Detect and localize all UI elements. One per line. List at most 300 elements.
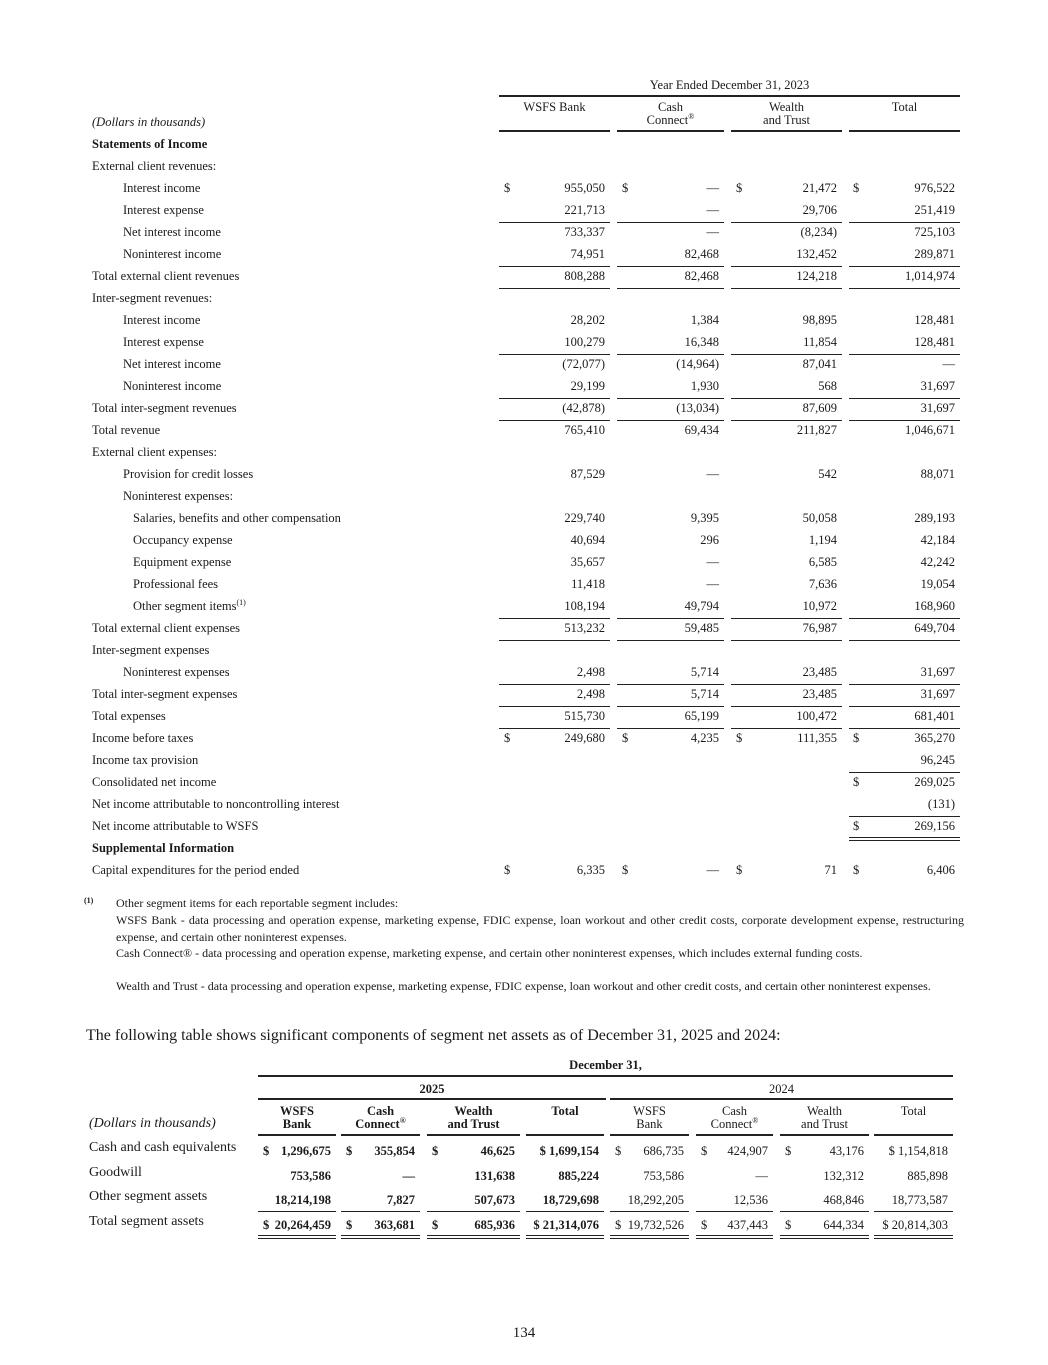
column-header-line2-wrap [874, 1105, 953, 1118]
value-cell: 100,279 [564, 335, 605, 349]
table-row [0, 1214, 1048, 1239]
value-cell: 211,827 [796, 423, 837, 437]
column-header-line2-wrap [258, 1118, 336, 1131]
column-header [696, 1105, 773, 1131]
value-cell: 87,041 [802, 357, 837, 371]
column-header-line1: Cash [658, 100, 683, 114]
table-row [0, 1140, 1048, 1165]
footnote-line-wealth-trust: Wealth and Trust - data processing and operation expense, marketing expense, FDIC expense, loan workout and other credit costs, and certain other noninterest expenses. [116, 979, 931, 993]
value-cell: 108,194 [564, 599, 605, 613]
year-2025-header: 2025 [419, 1082, 445, 1096]
value-cell: 4,235 [690, 731, 719, 745]
value-cell: 808,288 [564, 269, 605, 283]
date-header-rule [258, 1075, 953, 1077]
row-label [133, 533, 233, 548]
value-cell [643, 1144, 684, 1159]
value-cell: 31,697 [920, 687, 955, 701]
table-row [0, 1165, 1048, 1190]
underline-rule [696, 1211, 773, 1212]
value-cell [481, 1144, 515, 1159]
column-header-rule [780, 1134, 869, 1136]
currency-symbol: $ [888, 1144, 895, 1158]
row-label-text: External client expenses: [92, 445, 217, 459]
currency-symbol: $ [853, 181, 860, 195]
column-header [780, 1105, 869, 1131]
table-row [0, 423, 1048, 445]
column-header-rule [341, 1134, 420, 1136]
value-cell [889, 1144, 948, 1159]
double-underline-rule [341, 1235, 420, 1239]
column-header-line2: Connect [710, 1117, 753, 1131]
column-header-line2-wrap [731, 114, 842, 127]
underline-rule [849, 398, 960, 399]
value-cell: 289,193 [914, 511, 955, 525]
column-header-line2: and Trust [801, 1117, 848, 1131]
row-label [92, 753, 198, 768]
column-header-line1: Cash [366, 1104, 395, 1118]
underline-rule [617, 398, 724, 399]
row-label: Total segment assets [89, 1214, 204, 1229]
column-header-line2: and Trust [763, 113, 810, 127]
column-header-line1: Wealth [768, 100, 805, 114]
value-text: 18,292,205 [627, 1193, 684, 1207]
row-label-text: Interest income [123, 181, 201, 195]
underline-rule [617, 640, 724, 641]
year-2025-rule [258, 1098, 606, 1100]
value-cell: 513,232 [564, 621, 605, 635]
value-text: 12,536 [733, 1193, 768, 1207]
currency-symbol: $ [736, 181, 743, 195]
value-text: 1,296,675 [281, 1144, 331, 1158]
value-cell: 1,384 [690, 313, 719, 327]
footnote-line-intro: Other segment items for each reportable segment includes: [116, 896, 399, 910]
value-cell: 59,485 [684, 621, 719, 635]
value-cell: 249,680 [564, 731, 605, 745]
value-cell: 1,930 [690, 379, 719, 393]
value-text: 1,699,154 [549, 1144, 599, 1158]
table-row [0, 797, 1048, 819]
value-text: 644,334 [823, 1218, 864, 1232]
value-cell: 23,485 [802, 687, 837, 701]
underline-rule [610, 1211, 689, 1212]
footnote-marker: (1) [84, 896, 94, 905]
currency-symbol: $ [432, 1218, 439, 1232]
value-cell [628, 1218, 684, 1233]
value-text: 7,827 [386, 1193, 415, 1207]
underline-rule [617, 222, 724, 223]
column-header-rule [526, 1134, 604, 1136]
row-label [92, 423, 160, 438]
column-header [731, 101, 842, 127]
row-label [92, 863, 299, 878]
table-row [0, 577, 1048, 599]
column-header-rule [874, 1134, 953, 1136]
row-label-text: Consolidated net income [92, 775, 217, 789]
row-label-text: Inter-segment expenses [92, 643, 210, 657]
value-cell: 1,014,974 [905, 269, 955, 283]
underline-rule [617, 618, 724, 619]
underline-rule [849, 266, 960, 267]
value-cell: 71 [824, 863, 837, 877]
underline-rule [849, 684, 960, 685]
value-cell: 82,468 [684, 247, 719, 261]
table-row [0, 137, 1048, 159]
value-cell: 6,406 [926, 863, 955, 877]
column-header-line1: Wealth [454, 1104, 493, 1118]
currency-symbol: $ [346, 1144, 353, 1158]
column-header-line2: Total [900, 1104, 927, 1118]
currency-symbol: $ [736, 731, 743, 745]
currency-symbol: $ [622, 863, 629, 877]
value-cell: 765,410 [564, 423, 605, 437]
underline-rule [617, 354, 724, 355]
value-cell: 29,706 [802, 203, 837, 217]
value-cell: 29,199 [570, 379, 605, 393]
value-cell: 50,058 [802, 511, 837, 525]
registered-mark: ® [688, 111, 695, 121]
year-2024-header: 2024 [769, 1082, 794, 1096]
currency-symbol: $ [263, 1144, 270, 1158]
underline-rule [731, 728, 842, 729]
value-cell: 82,468 [684, 269, 719, 283]
column-header [526, 1105, 604, 1118]
column-header-rule [696, 1134, 773, 1136]
value-cell: — [706, 203, 719, 217]
underline-rule [499, 222, 610, 223]
row-label [92, 819, 258, 834]
table-row [0, 401, 1048, 423]
row-label [123, 357, 221, 372]
underline-rule [499, 420, 610, 421]
value-text: 20,814,303 [891, 1218, 948, 1232]
value-cell: 128,481 [914, 313, 955, 327]
value-cell [892, 1193, 948, 1208]
table-row [0, 225, 1048, 247]
value-cell: (72,077) [562, 357, 605, 371]
value-cell: 229,740 [564, 511, 605, 525]
underline-rule [874, 1211, 953, 1212]
value-text: 424,907 [727, 1144, 768, 1158]
table-row [0, 489, 1048, 511]
value-cell [374, 1144, 415, 1159]
value-cell [474, 1193, 515, 1208]
value-cell [387, 1193, 415, 1208]
table-row [0, 181, 1048, 203]
value-cell [474, 1169, 515, 1184]
column-header-line2: Bank [282, 1117, 312, 1131]
value-cell: 19,054 [920, 577, 955, 591]
value-cell: (14,964) [676, 357, 719, 371]
value-text: 685,936 [474, 1218, 515, 1232]
value-cell: 725,103 [914, 225, 955, 239]
double-underline-rule [427, 1235, 520, 1239]
row-label-text: Supplemental Information [92, 841, 235, 855]
column-header [427, 1105, 520, 1131]
value-text: 363,681 [374, 1218, 415, 1232]
table-row [0, 775, 1048, 797]
column-header [258, 1105, 336, 1131]
value-cell [275, 1218, 331, 1233]
row-label [123, 379, 221, 394]
value-cell [474, 1218, 515, 1233]
row-label [92, 621, 240, 636]
underline-rule [731, 618, 842, 619]
row-label-text: Net income attributable to WSFS [92, 819, 259, 833]
value-cell: 1,194 [808, 533, 837, 547]
row-label [92, 401, 237, 416]
row-label [123, 335, 204, 350]
value-cell: 21,472 [802, 181, 837, 195]
row-label [123, 313, 200, 328]
currency-symbol: $ [853, 819, 860, 833]
row-label-text: Inter-segment revenues: [92, 291, 213, 305]
value-cell: 681,401 [914, 709, 955, 723]
value-text: 18,773,587 [891, 1193, 948, 1207]
underline-rule [849, 728, 960, 729]
underline-rule [849, 772, 960, 773]
value-cell: 74,951 [570, 247, 605, 261]
value-cell: 42,242 [920, 555, 955, 569]
period-header: Year Ended December 31, 2023 [649, 78, 810, 92]
table-row [0, 819, 1048, 841]
table-row [0, 203, 1048, 225]
value-cell [558, 1169, 599, 1184]
currency-symbol: $ [346, 1218, 353, 1232]
value-cell: 251,419 [914, 203, 955, 217]
value-cell: 23,485 [802, 665, 837, 679]
row-label [92, 731, 193, 746]
table-row [0, 709, 1048, 731]
underline-rule [731, 640, 842, 641]
value-cell: 128,481 [914, 335, 955, 349]
value-cell [374, 1218, 415, 1233]
underline-rule [780, 1211, 869, 1212]
underline-rule [499, 354, 610, 355]
underline-rule [731, 420, 842, 421]
currency-symbol: $ [504, 181, 511, 195]
table-row [0, 379, 1048, 401]
value-cell [275, 1193, 331, 1208]
underline-rule [731, 266, 842, 267]
table-row [0, 753, 1048, 775]
value-cell: 98,895 [802, 313, 837, 327]
table-row [0, 159, 1048, 181]
row-label-text: Noninterest income [123, 379, 222, 393]
value-cell: — [706, 577, 719, 591]
row-label-text: Interest expense [123, 335, 204, 349]
column-header-rule [849, 130, 960, 132]
row-label-text: Professional fees [133, 577, 219, 591]
row-label-text: Total external client revenues [92, 269, 240, 283]
currency-symbol: $ [622, 181, 629, 195]
underline-rule [849, 640, 960, 641]
value-cell: 65,199 [684, 709, 719, 723]
underline-rule [849, 288, 960, 289]
value-cell: 649,704 [914, 621, 955, 635]
value-cell: (13,034) [676, 401, 719, 415]
double-underline-rule [526, 1235, 604, 1239]
table-row [0, 555, 1048, 577]
row-label [133, 511, 341, 526]
row-label [123, 665, 230, 680]
currency-symbol: $ [622, 731, 629, 745]
row-label [123, 181, 200, 196]
value-cell: 7,636 [808, 577, 837, 591]
value-cell: 6,335 [576, 863, 605, 877]
underline-rule [731, 706, 842, 707]
value-cell: 132,452 [796, 247, 837, 261]
row-label-text: Interest income [123, 313, 201, 327]
currency-symbol: $ [882, 1218, 889, 1232]
value-cell: 96,245 [920, 753, 955, 767]
table-row [0, 313, 1048, 335]
registered-mark: ® [752, 1115, 759, 1125]
row-label-text: Noninterest expenses: [123, 489, 234, 503]
value-cell: 100,472 [796, 709, 837, 723]
value-cell: — [706, 555, 719, 569]
value-cell: (131) [927, 797, 955, 811]
underline-rule [731, 222, 842, 223]
column-header [610, 1105, 689, 1131]
value-text: 753,586 [290, 1169, 331, 1183]
value-text: 885,224 [558, 1169, 599, 1183]
currency-symbol: $ [785, 1218, 792, 1232]
column-header-line2-wrap [427, 1118, 520, 1131]
value-cell: 1,046,671 [905, 423, 955, 437]
table-row [0, 665, 1048, 687]
table-row [0, 247, 1048, 269]
column-header [341, 1105, 420, 1131]
value-cell: — [706, 225, 719, 239]
column-header-line2: WSFS Bank [523, 100, 586, 114]
value-cell: 16,348 [684, 335, 719, 349]
column-header-rule [617, 130, 724, 132]
column-header-line1: Wealth [806, 1104, 843, 1118]
value-cell: 31,697 [920, 401, 955, 415]
value-cell [281, 1144, 331, 1159]
underline-rule [849, 706, 960, 707]
underline-rule [849, 816, 960, 817]
row-label: Cash and cash equivalents [89, 1140, 237, 1155]
double-underline-rule [696, 1235, 773, 1239]
value-cell: 10,972 [802, 599, 837, 613]
column-header [849, 101, 960, 114]
row-label [133, 577, 218, 592]
value-cell: 5,714 [690, 687, 719, 701]
currency-symbol: $ [853, 731, 860, 745]
value-text: 18,729,698 [542, 1193, 599, 1207]
value-cell: 976,522 [914, 181, 955, 195]
underline-rule [499, 640, 610, 641]
table-row [0, 863, 1048, 885]
value-cell: 296 [700, 533, 719, 547]
units-label: (Dollars in thousands) [92, 115, 206, 129]
column-header-line2-wrap [696, 1115, 773, 1131]
value-cell: 87,609 [802, 401, 837, 415]
value-cell: 5,714 [690, 665, 719, 679]
registered-mark: ® [399, 1115, 406, 1125]
value-cell: 87,529 [570, 467, 605, 481]
table-row [0, 291, 1048, 313]
value-cell [734, 1193, 768, 1208]
column-header-line2: Total [891, 100, 918, 114]
currency-symbol: $ [736, 863, 743, 877]
row-label-text: Salaries, benefits and other compensation [133, 511, 341, 525]
table-row [0, 621, 1048, 643]
value-cell: 733,337 [564, 225, 605, 239]
value-cell: 42,184 [920, 533, 955, 547]
underline-rule [617, 288, 724, 289]
row-label: Goodwill [89, 1165, 142, 1180]
column-header [874, 1105, 953, 1118]
table-row [0, 731, 1048, 753]
value-cell: 365,270 [914, 731, 955, 745]
currency-symbol: $ [504, 731, 511, 745]
underline-rule [499, 684, 610, 685]
value-cell [643, 1169, 684, 1184]
value-cell: 269,156 [914, 819, 955, 833]
row-label [92, 137, 207, 152]
row-label [92, 841, 234, 856]
underline-rule [341, 1211, 420, 1212]
row-label-text: Total external client expenses [92, 621, 241, 635]
value-text: 43,176 [829, 1144, 864, 1158]
currency-symbol: $ [504, 863, 511, 877]
currency-symbol: $ [263, 1218, 270, 1232]
row-label-text: Equipment expense [133, 555, 232, 569]
value-cell: 31,697 [920, 665, 955, 679]
row-label [123, 247, 221, 262]
value-cell: — [706, 863, 719, 877]
value-cell: 515,730 [564, 709, 605, 723]
value-cell: 124,218 [796, 269, 837, 283]
units-label: (Dollars in thousands) [89, 1116, 216, 1131]
underline-rule [617, 684, 724, 685]
value-cell [907, 1169, 948, 1184]
underline-rule [258, 1211, 336, 1212]
value-text: 132,312 [823, 1169, 864, 1183]
value-cell: 11,854 [803, 335, 837, 349]
value-cell: — [706, 181, 719, 195]
table-row [0, 643, 1048, 665]
value-cell: 289,871 [914, 247, 955, 261]
value-cell: (8,234) [800, 225, 837, 239]
period-header-rule [499, 95, 960, 97]
value-cell: 11,418 [571, 577, 605, 591]
underline-rule [526, 1211, 604, 1212]
row-label [92, 775, 216, 790]
table-row [0, 533, 1048, 555]
value-text: 21,314,076 [542, 1218, 599, 1232]
column-header-rule [610, 1134, 689, 1136]
value-text: 885,898 [907, 1169, 948, 1183]
value-text: — [755, 1169, 768, 1183]
underline-rule [499, 618, 610, 619]
currency-symbol: $ [533, 1218, 540, 1232]
row-label [92, 269, 239, 284]
double-underline-rule [780, 1235, 869, 1239]
row-label-text: Net interest income [123, 357, 221, 371]
column-header-rule [427, 1134, 520, 1136]
column-header-line2: and Trust [447, 1117, 500, 1131]
column-header-rule [731, 130, 842, 132]
underline-rule [499, 288, 610, 289]
table-row [0, 269, 1048, 291]
value-cell: 9,395 [690, 511, 719, 525]
row-label-text: Occupancy expense [133, 533, 233, 547]
row-label-text: Total expenses [92, 709, 166, 723]
value-cell [540, 1144, 599, 1159]
